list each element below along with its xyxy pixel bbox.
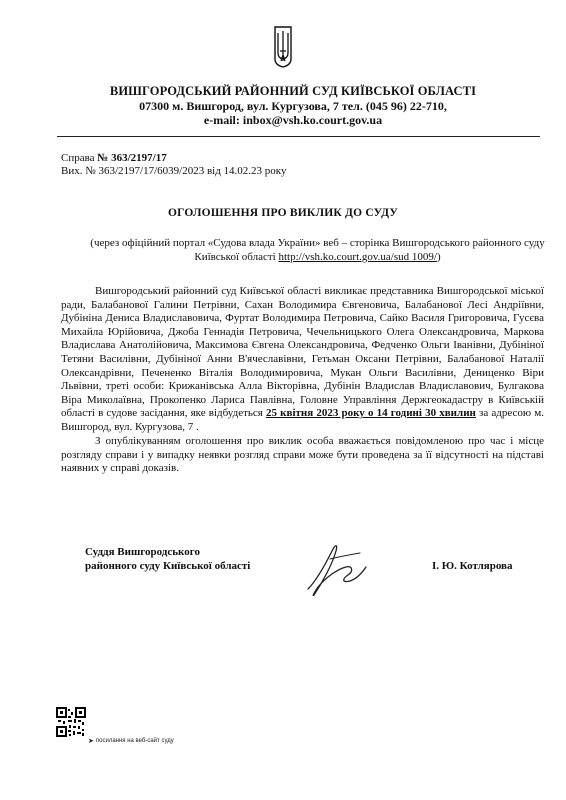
notice-paragraph: З опублікуванням оголошення про виклик особа вважається повідомленою про час і місце розгляду справи і у випадку неявки розгляд справи може бути проведена за її відсутності на підставі наявних у справі доказів. bbox=[61, 435, 544, 475]
subtitle bbox=[90, 236, 545, 264]
trident-emblem-icon bbox=[272, 25, 294, 69]
court-address: 07300 м. Вишгород, вул. Кургузова, 7 тел. (045 96) 22-710, bbox=[139, 99, 447, 113]
qr-code-icon[interactable] bbox=[56, 707, 86, 737]
document-title: ОГОЛОШЕННЯ ПРО ВИКЛИК ДО СУДУ bbox=[167, 207, 399, 219]
case-number: № 363/2197/17 bbox=[97, 152, 167, 164]
subtitle-close: ) bbox=[436, 251, 441, 263]
hearing-address: за адресою м. Вишгород, вул. Кургузова, 7 . bbox=[61, 407, 544, 433]
outgoing-number: Вих. № 363/2197/17/6039/2023 від 14.02.23 року bbox=[61, 165, 287, 177]
case-prefix: Справа bbox=[61, 152, 98, 164]
qr-note-text: посилання на веб-сайт суду bbox=[95, 738, 174, 744]
header-divider bbox=[57, 136, 540, 137]
handwritten-signature bbox=[302, 537, 372, 599]
pointer-arrow-icon: ➤ bbox=[88, 738, 94, 745]
judge-title-line1: Суддя Вишгородського bbox=[85, 546, 200, 558]
court-website-link[interactable]: http://vsh.ko.court.gov.ua/sud 1009/ bbox=[278, 251, 437, 263]
judge-title bbox=[85, 545, 250, 573]
court-name: ВИШГОРОДСЬКИЙ РАЙОННИЙ СУД КИЇВСЬКОЇ ОБЛАСТІ bbox=[109, 84, 477, 98]
qr-note bbox=[88, 737, 174, 745]
subtitle-text: (через офіційний портал «Судова влада України» веб – сторінка Вишгородського районного суду Київської області bbox=[90, 237, 545, 263]
summons-paragraph bbox=[61, 285, 544, 435]
court-email: e-mail: inbox@vsh.ko.court.gov.ua bbox=[203, 113, 383, 127]
hearing-date: 25 квітня 2023 року о 14 годині 30 хвилин bbox=[266, 407, 476, 420]
judge-title-line2: районного суду Київської області bbox=[85, 560, 251, 572]
case-number-line bbox=[61, 152, 167, 164]
summons-text: Вишгородський районний суд Київської області викликає представника Вишгородської міської ради, Балабанової Галини Петрівни, Сахан Володимира Євгеновича, Балабанової Лесі Андріївни, Дубініна Дениса Владиславовича, Фуртат Володимира Петровича, Сайко Василя Григоровича, Гусєва Михайла Юрійовича, Джоба Геннадія Петровича, Чечельницького Олега Олександровича, Маркова Владислава Анатолійовича, Максимова Євгена Олександровича, Федченко Ольги Іванівни, Дубініної Тетяни Василівни, Дубініної Анни В'ячеславівни, Гетьман Оксани Петрівни, Балабанової Наталії Олександрівни, Печененко Віталія Володимировича, Мукан Ольги Василівни, Дениценко Віри Львівни, треті особи: Крижанівська Алла Вікторівна, Дубінін Владислав Владиславович, Булгакова Віра Миколаївна, Прокопенко Лариса Павлівна, Головне Управління Держгеокадастру в Київській області в судове засідання, яке відбудеться bbox=[61, 285, 544, 420]
judge-name: І. Ю. Котлярова bbox=[432, 560, 513, 572]
